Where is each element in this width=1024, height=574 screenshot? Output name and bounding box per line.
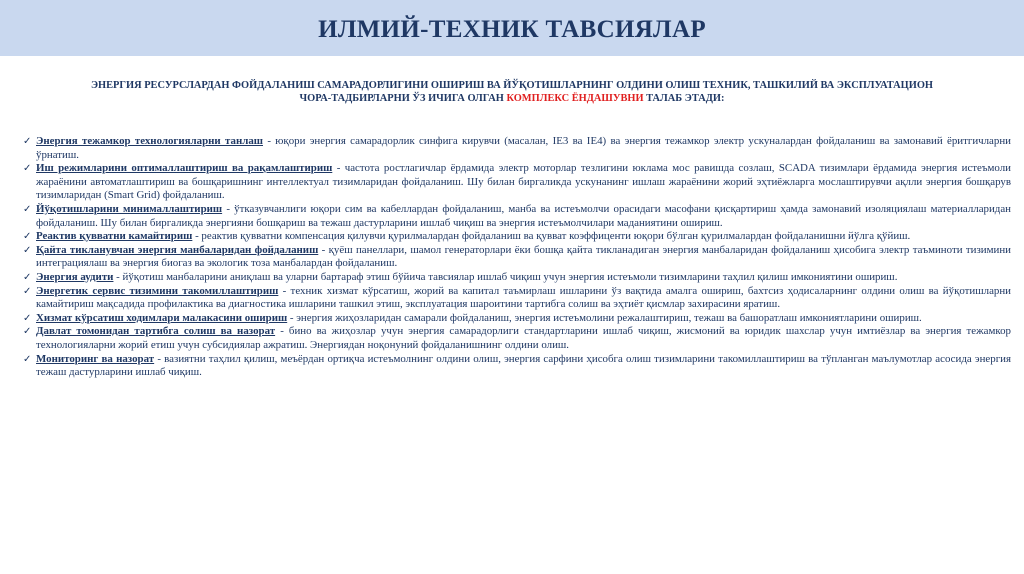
- list-item-energy-service: [23, 285, 1011, 312]
- item-text: - реактив қувватни компенсация қилувчи қурилмалардан фойдаланиш ва қувват коэффиценти юқори бўлган қурилмалардан фойдаланишни йўлга қўйиш.: [192, 230, 911, 243]
- checkmark-icon: ✓: [23, 353, 32, 365]
- item-term: Мониторинг ва назорат: [36, 352, 155, 365]
- item-text: - юқори энергия самарадорлик синфига кирувчи (масалан, IE3 ва IE4) ва энергия тежамкор электр ускуналардан фойдаланиш ва замонавий ёритгичларни ўрнатиш.: [36, 135, 1011, 161]
- intro-line-2-start: ЧОРА-ТАДБИРЛАРНИ ЎЗ ИЧИГА ОЛГАН: [299, 93, 507, 104]
- checkmark-icon: ✓: [23, 231, 32, 243]
- item-text: - ўтказувчанлиги юқори сим ва кабеллардан фойдаланиш, манба ва истеъмолчи орасидаги масофани қисқартириш ҳамда замонавий изоляциялаш материалларидан фойдаланиш. Шу билан биргаликда энергияни бошқариш ва тежаш дастурларини ишлаб чиқиш ва энергия истеъмолчилари маданиятини ошириш.: [36, 202, 1012, 229]
- page-title: ИЛМИЙ-ТЕХНИК ТАВСИЯЛАР: [318, 16, 706, 43]
- item-text: - вазиятни таҳлил қилиш, меъёрдан ортиқча истеъмолнинг олдини олиш, энергия сарфини ҳисобга олиш тизимларини такомиллаштириш ва тўпланган маълумотлар асосида энергия тежаш дастурларини ишлаб чиқиш.: [36, 352, 1012, 379]
- recommendations-list: [23, 135, 1011, 380]
- checkmark-icon: ✓: [23, 203, 32, 215]
- header-bar: [0, 0, 1024, 56]
- list-item-energy-audit: [23, 271, 1011, 285]
- list-item-reactive-power: [23, 230, 1011, 244]
- list-item-monitoring: [23, 353, 1011, 380]
- checkmark-icon: ✓: [23, 326, 32, 338]
- checkmark-icon: ✓: [23, 285, 32, 297]
- item-text: - қуёш панеллари, шамол генераторлари ёки бошқа қайта тикланадиган энергия манбаларидан фойдаланиш ҳисобига электр таъминоти тизимини интеграциялаш ва энергия биогаз ва экологик тоза манбалардан фойдаланиш.: [36, 243, 1011, 270]
- checkmark-icon: ✓: [23, 244, 32, 256]
- item-text: - частота ростлагичлар ёрдамида электр моторлар тезлигини юклама мос равишда созлаш, SCADA тизимлари ёрдамида энергия истеъмоли жараёнини автоматлаштириш ва бошқаришнинг интеллектуал тизимларидан фойдаланиш. Шу билан биргаликда ускунанинг ишлаш жараёнини жорий эҳтиёжларга мослаштирувчи ақлли энергия бошқарув тизимларидан (Smart Grid) фойдаланиш.: [36, 162, 1011, 202]
- item-text: - йўқотиш манбаларини аниқлаш ва уларни бартараф этиш бўйича тавсиялар ишлаб чиқиш учун энергия истеъмоли тизимларини таҳлил қилиш имкониятини ошириш.: [113, 270, 898, 283]
- item-term: Давлат томонидан тартибга солиш ва назорат: [36, 325, 276, 338]
- list-item-optimization: [23, 162, 1011, 203]
- checkmark-icon: ✓: [23, 136, 32, 147]
- intro-highlight: КОМПЛЕКС ЁНДАШУВНИ: [506, 93, 644, 104]
- item-term: Қайта тикланувчан энергия манбаларидан фойдаланиш: [36, 243, 319, 256]
- checkmark-icon: ✓: [23, 271, 32, 283]
- item-text: - техник хизмат кўрсатиш, жорий ва капитал таъмирлаш ишларини ўз вақтида амалга ошириш, бахтсиз ҳодисаларнинг олдини олиш ва йўқотишларни камайтириш мақсадида профилактика ва диагностика ишларини ташкил этиш, эксплуатация шароитини тартибга солиш ва эҳтиёт қисмлар захирасини яратиш.: [36, 284, 1012, 311]
- item-term: Реактив қувватни камайтириш: [36, 230, 193, 243]
- intro-line-2-end: ТАЛАБ ЭТАДИ:: [643, 93, 725, 104]
- list-item-staff-training: [23, 312, 1011, 326]
- intro-paragraph: [40, 79, 984, 105]
- item-term: Энергетик сервис тизимини такомиллаштириш: [36, 284, 279, 297]
- item-term: Хизмат кўрсатиш ходимлари малакасини ошириш: [36, 311, 288, 324]
- item-term: Энергия аудити: [36, 270, 114, 283]
- list-item-state-regulation: [23, 325, 1011, 352]
- item-text: - бино ва жиҳозлар учун энергия самарадорлиги стандартларини ишлаб чиқиш, жисмоний ва юридик шахслар учун имтиёзлар ва энергия тежамкор технологияларни жорий етиш учун субсидиялар ажратиш. Энергиядан ноқонуний фойдаланишнинг олдини олиш.: [36, 325, 1011, 351]
- intro-line-2: [40, 92, 984, 105]
- list-item-renewables: [23, 244, 1011, 271]
- item-term: Иш режимларини оптималлаштириш ва рақамлаштириш: [36, 162, 333, 175]
- checkmark-icon: ✓: [23, 163, 32, 175]
- item-term: Йўқотишларини минималлаштириш: [36, 202, 223, 215]
- list-item-loss-minimization: [23, 203, 1011, 230]
- item-text: - энергия жиҳозларидан самарали фойдаланиш, энергия истеъмолини режалаштириш, тежаш ва башоратлаш имкониятларини ошириш.: [287, 311, 922, 324]
- list-item-efficient-technologies: [23, 135, 1011, 162]
- checkmark-icon: ✓: [23, 312, 32, 324]
- intro-line-1: ЭНЕРГИЯ РЕСУРСЛАРДАН ФОЙДАЛАНИШ САМАРАДОРЛИГИНИ ОШИРИШ ВА ЙЎҚОТИШЛАРНИНГ ОЛДИНИ ОЛИШ ТЕХНИК, ТАШКИЛИЙ ВА ЭКСПЛУАТАЦИОН: [91, 80, 933, 91]
- item-term: Энергия тежамкор технологияларни танлаш: [36, 135, 263, 147]
